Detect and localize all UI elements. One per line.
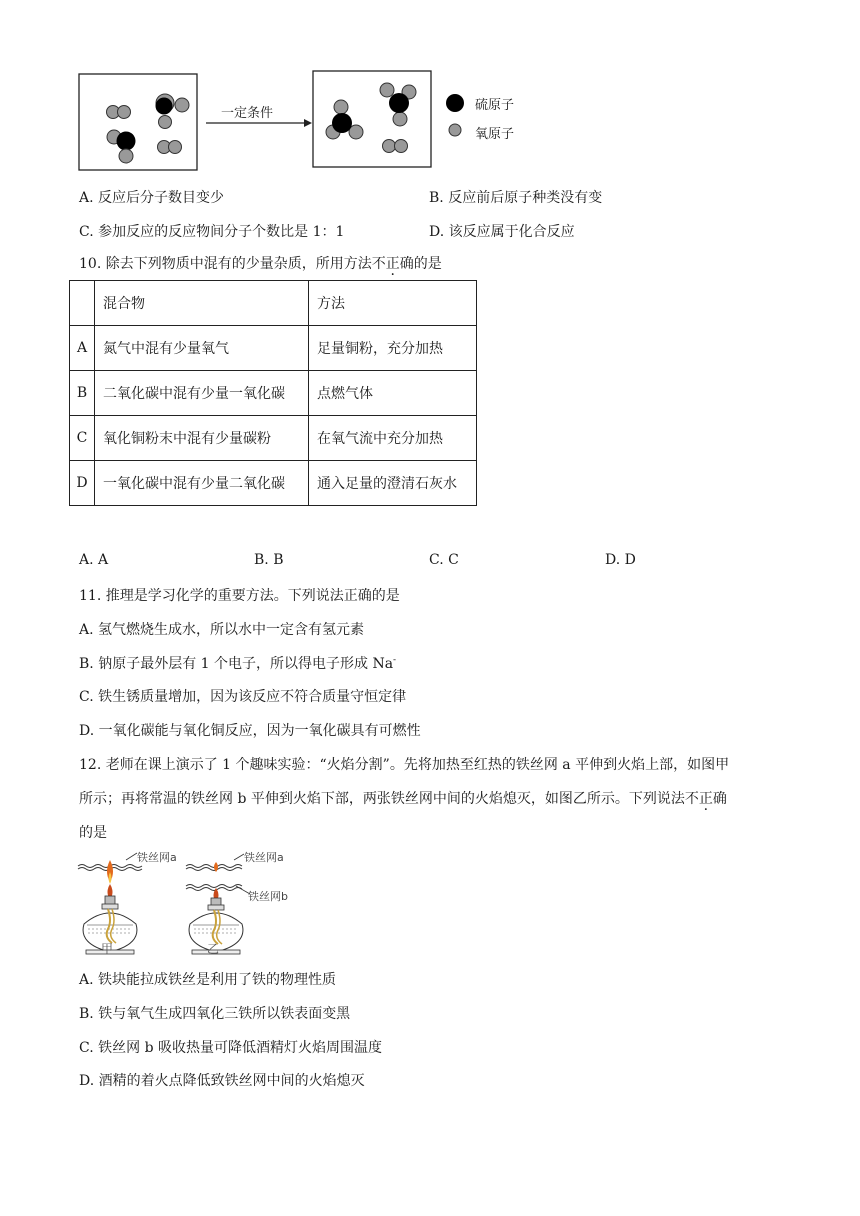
o2-molecule-1 — [107, 106, 131, 119]
table-header-mixture: 混合物 — [95, 281, 309, 326]
o2-molecule-3 — [158, 141, 182, 154]
table-row: D 一氧化碳中混有少量二氧化碳 通入足量的澄清石灰水 — [70, 461, 477, 506]
label-wire-mesh-b: 铁丝网b — [248, 890, 288, 903]
oxygen-atom-legend-icon — [449, 124, 461, 136]
so3-molecule-1 — [326, 100, 363, 139]
alcohol-lamp-yi — [186, 854, 250, 954]
o2-molecule-remaining — [383, 140, 408, 153]
emph-dotted-text: 不正确 — [371, 256, 414, 272]
legend-sulfur-label: 硫原子 — [475, 98, 515, 113]
q10-option-a: A. A — [79, 552, 109, 568]
arrow-label: 一定条件 — [221, 106, 274, 121]
q12-stem-line2: 所示；再将常温的铁丝网 b 平伸到火焰下部，两张铁丝网中间的火焰熄灭，如图乙所示。下列说法不正确 — [79, 791, 727, 807]
q9-option-b: B. 反应前后原子种类没有变 — [429, 190, 603, 206]
emph-dotted-text: 不正确 — [684, 791, 727, 807]
q12-option-d: D. 酒精的着火点降低致铁丝网中间的火焰熄灭 — [79, 1073, 365, 1089]
q12-option-c: C. 铁丝网 b 吸收热量可降低酒精灯火焰周围温度 — [79, 1040, 382, 1056]
q11-option-d: D. 一氧化碳能与氧化铜反应，因为一氧化碳具有可燃性 — [79, 723, 421, 739]
q10-emphasis — [372, 256, 414, 272]
q11-option-c: C. 铁生锈质量增加，因为该反应不符合质量守恒定律 — [79, 689, 407, 705]
q12-stem-line3: 的是 — [79, 825, 107, 841]
so2-molecule-left-top — [156, 94, 190, 115]
q12-option-a: A. 铁块能拉成铁丝是利用了铁的物理性质 — [79, 972, 337, 988]
q10-option-d: D. D — [605, 552, 636, 568]
q11-stem: 11. 推理是学习化学的重要方法。下列说法正确的是 — [79, 588, 400, 604]
table-header-key — [70, 281, 95, 326]
q12-stem-line1: 12. 老师在课上演示了 1 个趣味实验：“火焰分割”。先将加热至红热的铁丝网 a 平伸到火焰上部，如图甲 — [79, 757, 730, 773]
q10-option-b: B. B — [254, 552, 284, 568]
table-header-method: 方法 — [309, 281, 477, 326]
reactants-box — [79, 74, 197, 170]
q10-table — [69, 280, 477, 506]
q10-option-c: C. C — [429, 552, 459, 568]
q9-option-a: A. 反应后分子数目变少 — [79, 190, 225, 206]
products-box — [313, 71, 431, 167]
label-wire-mesh-a-right: 铁丝网a — [244, 851, 284, 864]
so3-molecule-2 — [380, 83, 416, 126]
alcohol-lamp-jia — [78, 853, 142, 954]
table-header-row — [70, 281, 477, 326]
reaction-diagram — [78, 70, 538, 174]
q10-stem: 10. 除去下列物质中混有的少量杂质，所用方法不正确的是 — [79, 256, 442, 272]
q11-option-a: A. 氢气燃烧生成水，所以水中一定含有氢元素 — [79, 622, 365, 638]
q12-option-b: B. 铁与氧气生成四氧化三铁所以铁表面变黑 — [79, 1006, 351, 1022]
label-wire-mesh-a-left: 铁丝网a — [137, 851, 177, 864]
q9-option-c: C. 参加反应的反应物间分子个数比是 1：1 — [79, 224, 345, 240]
caption-yi: 乙 — [207, 942, 220, 956]
superscript-charge: - — [393, 655, 397, 666]
o2-molecule-2 — [159, 116, 172, 130]
legend-oxygen-label: 氧原子 — [475, 127, 515, 142]
sulfur-atom-legend-icon — [446, 94, 464, 112]
q9-option-d: D. 该反应属于化合反应 — [429, 224, 575, 240]
table-row: B 二氧化碳中混有少量一氧化碳 点燃气体 — [70, 371, 477, 416]
table-row: C 氧化铜粉末中混有少量碳粉 在氧气流中充分加热 — [70, 416, 477, 461]
caption-jia: 甲 — [101, 942, 114, 956]
table-row: A 氮气中混有少量氧气 足量铜粉，充分加热 — [70, 326, 477, 371]
q11-option-b: B. 钠原子最外层有 1 个电子，所以得电子形成 Na- — [79, 655, 397, 672]
so2-molecule-left-bottom — [107, 130, 136, 163]
